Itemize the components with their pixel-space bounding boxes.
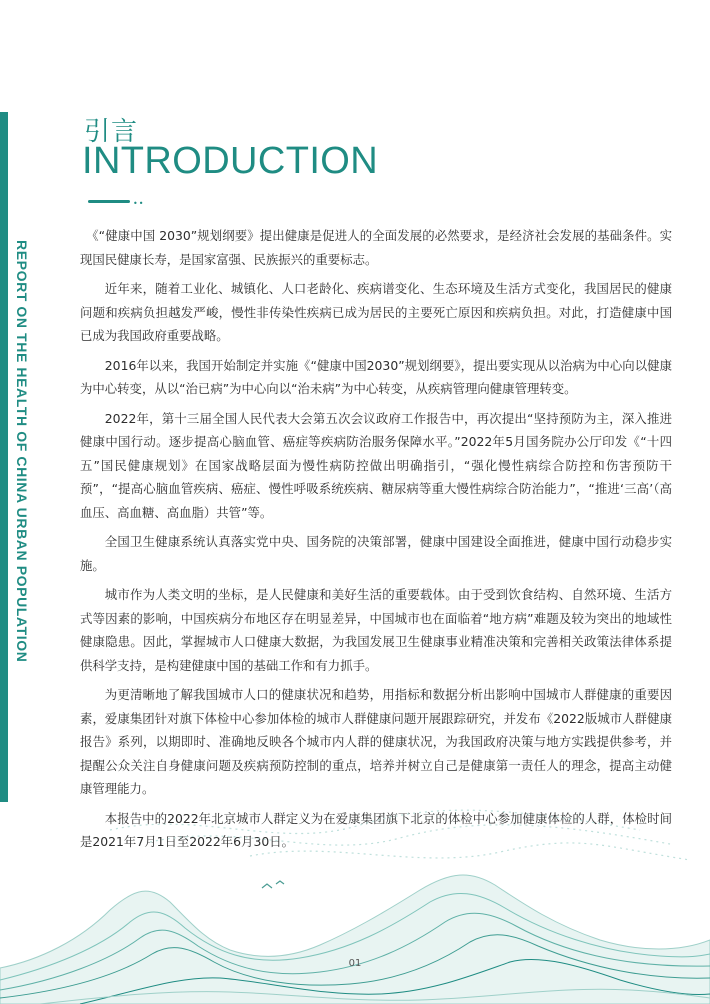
paragraph-8: 本报告中的2022年北京城市人群定义为在爱康集团旗下北京的体检中心参加健康体检的人群，体检时间是2021年7月1日至2022年6月30日。 — [80, 810, 672, 849]
paragraph-3: 2016年以来，我国开始制定并实施《“健康中国2030”规划纲要》，提出要实现从以治病为中心向以健康为中心转变，从以“治已病”为中心向以“治未病”为中心转变，从疾病管理向健康管理转变。 — [80, 357, 672, 396]
introduction-body — [80, 224, 672, 860]
title-dots-decoration: •• — [133, 199, 145, 208]
section-title-chinese: 引言 — [84, 117, 139, 147]
title-underline — [88, 200, 130, 203]
paragraph-6: 城市作为人类文明的坐标，是人民健康和美好生活的重要载体。由于受到饮食结构、自然环境、生活方式等因素的影响，中国疾病分布地区存在明显差异，中国城市也在面临着“地方病”难题及较为突出的地域性健康隐患。因此，掌握城市人口健康大数据，为我国发展卫生健康事业精准决策和完善相关政策法律体系提供科学支持，是构建健康中国的基础工作和有力抓手。 — [80, 587, 672, 673]
report-side-label: REPORT ON THE HEALTH OF CHINA URBAN POPULATION — [14, 240, 30, 663]
paragraph-4: 2022年，第十三届全国人民代表大会第五次会议政府工作报告中，再次提出“坚持预防为主，深入推进健康中国行动。逐步提高心脑血管、癌症等疾病防治服务保障水平。”2022年5月国务院办公厅印发《“十四五”国民健康规划》在国家战略层面为慢性病防控做出明确指引，“强化慢性病综合防控和伤害预防干预”，“提高心脑血管疾病、癌症、慢性呼吸系统疾病、糖尿病等重大慢性病综合防治能力”，“推进‘三高’（高血压、高血糖、高血脂）共管”等。 — [80, 410, 672, 520]
side-accent-bar — [0, 112, 8, 802]
page-number: 01 — [348, 958, 362, 969]
bird-icons — [262, 881, 284, 888]
section-title-english: INTRODUCTION — [82, 140, 379, 182]
paragraph-1: 《“健康中国 2030”规划纲要》提出健康是促进人的全面发展的必然要求，是经济社会发展的基础条件。实现国民健康长寿，是国家富强、民族振兴的重要标志。 — [80, 228, 672, 267]
paragraph-5: 全国卫生健康系统认真落实党中央、国务院的决策部署，健康中国建设全面推进，健康中国行动稳步实施。 — [80, 534, 672, 573]
paragraph-2: 近年来，随着工业化、城镇化、人口老龄化、疾病谱变化、生态环境及生活方式变化，我国居民的健康问题和疾病负担越发严峻，慢性非传染性疾病已成为居民的主要死亡原因和疾病负担。对此，打造健康中国已成为我国政府重要战略。 — [80, 281, 672, 343]
mountain-line-decoration — [0, 790, 710, 1004]
dotted-sky-lines — [110, 810, 690, 860]
paragraph-7: 为更清晰地了解我国城市人口的健康状况和趋势，用指标和数据分析出影响中国城市人群健康的重要因素，爱康集团针对旗下体检中心参加体检的城市人群健康问题开展跟踪研究，并发布《2022版城市人群健康报告》系列，以期即时、准确地反映各个城市内人群的健康状况，为我国政府决策与地方实践提供参考，并提醒公众关注自身健康问题及疾病预防控制的重点，培养并树立自己是健康第一责任人的理念，提高主动健康管理能力。 — [80, 687, 672, 796]
mountain-waves — [0, 875, 710, 1004]
